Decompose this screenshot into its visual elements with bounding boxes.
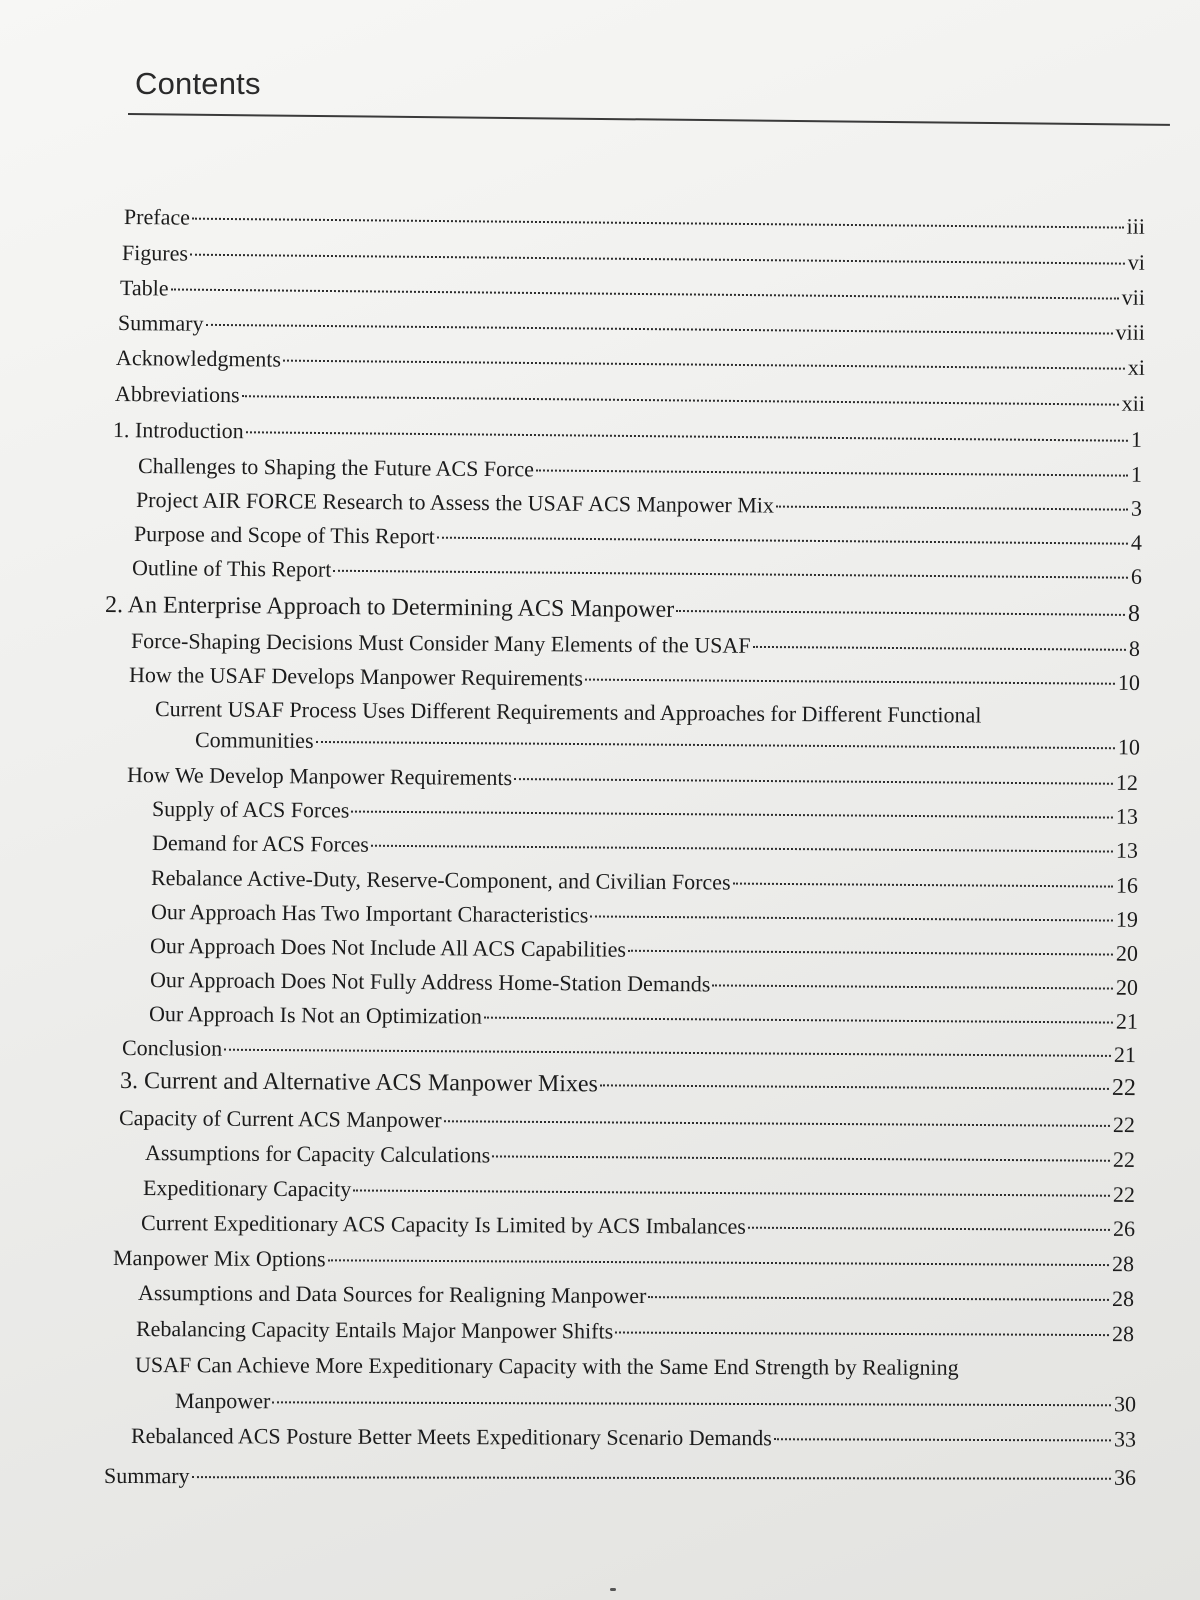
toc-entry-title: Summary [117, 310, 204, 336]
toc-entry-title: Our Approach Is Not an Optimization [148, 1001, 483, 1029]
toc-entry-page-number: 22 [1112, 1146, 1136, 1172]
toc-entry-page-number: 12 [1115, 769, 1139, 795]
toc-entry-manpower-mix-options [113, 1245, 1134, 1277]
toc-entry-usaf-can-achieve-more-expeditionary-capacity-wit [135, 1352, 959, 1381]
toc-entry-title-continuation: Manpower [174, 1388, 271, 1414]
toc-entry-title: Assumptions and Data Sources for Realigning Manpower [137, 1280, 647, 1309]
toc-entry-title: 1. Introduction [112, 417, 244, 444]
toc-entry-title: 2. An Enterprise Approach to Determining ACS Manpower [104, 592, 675, 623]
dot-leader [190, 254, 1125, 265]
toc-entry-title: Our Approach Has Two Important Characteristics [150, 899, 589, 928]
toc-entry-figures [122, 240, 1145, 276]
dot-leader [328, 1259, 1109, 1266]
toc-entry-title: Summary [103, 1463, 190, 1489]
dot-leader [444, 1120, 1110, 1127]
toc-entry-title: Demand for ACS Forces [151, 830, 370, 857]
dot-leader [748, 1227, 1110, 1231]
toc-entry-title: Current Expeditionary ACS Capacity Is Limited by ACS Imbalances [140, 1210, 746, 1239]
toc-entry-page-number: 22 [1111, 1074, 1137, 1102]
toc-entry-rebalance-active-duty-reserve-component-and-civi [151, 865, 1138, 899]
toc-entry-page-number: 21 [1113, 1041, 1137, 1068]
dot-leader [484, 1017, 1113, 1024]
dot-leader [514, 778, 1113, 785]
toc-entry-page-number: xi [1127, 354, 1146, 380]
dot-leader [628, 950, 1113, 956]
dot-leader [171, 288, 1119, 299]
toc-entry-acknowledgments [116, 345, 1145, 381]
toc-entry-page-number: 33 [1113, 1426, 1137, 1452]
toc-entry-outline-of-this-report [132, 555, 1142, 590]
toc-entry-title: Force-Shaping Decisions Must Consider Many Elements of the USAF [130, 628, 751, 658]
toc-entry-how-the-usaf-develops-manpower-requirements [129, 662, 1140, 696]
toc-entry-page-number: 16 [1115, 872, 1139, 898]
toc-entry-page-number: 22 [1112, 1111, 1136, 1138]
dot-leader [224, 1049, 1111, 1057]
toc-entry-page-number: 1 [1130, 461, 1143, 487]
toc-entry-conclusion [122, 1035, 1136, 1068]
toc-entry-our-approach-has-two-important-characteristics [151, 899, 1138, 933]
toc-entry-our-approach-does-not-include-all-acs-capabiliti [150, 933, 1138, 967]
toc-entry-title: Our Approach Does Not Fully Address Home-Station Demands [149, 967, 711, 997]
toc-entry-page-number: 20 [1115, 940, 1139, 966]
toc-entry-how-we-develop-manpower-requirements [127, 762, 1138, 796]
toc-entry-title: Supply of ACS Forces [151, 796, 350, 823]
dot-leader [192, 1476, 1111, 1480]
toc-entry-title: Manpower Mix Options [112, 1245, 326, 1272]
toc-entry-rebalanced-acs-posture-better-meets-expeditionar [131, 1423, 1136, 1453]
dot-leader [437, 537, 1128, 545]
toc-entry-2-an-enterprise-approach-to-determining-acs-manp [105, 592, 1140, 627]
toc-entry-summary [118, 310, 1145, 346]
dot-leader [753, 646, 1126, 651]
toc-entry-title: Preface [123, 204, 191, 230]
toc-entry-page-number: 3 [1130, 495, 1143, 521]
dot-leader [351, 811, 1113, 819]
toc-entry-page-number: vii [1121, 284, 1146, 310]
toc-entry-demand-for-acs-forces [152, 830, 1138, 864]
toc-entry-capacity-of-current-acs-manpower [119, 1105, 1135, 1138]
page-number-fragment [610, 1588, 616, 1591]
toc-entry-title: Figures [121, 240, 189, 266]
toc-entry-title: Rebalance Active-Duty, Reserve-Component, and Civilian Forces [150, 865, 731, 895]
dot-leader [283, 360, 1125, 370]
toc-entry-title: Current USAF Process Uses Different Requirements and Approaches for Different Functional [154, 696, 982, 728]
toc-entry-expeditionary-capacity [143, 1175, 1135, 1208]
dot-leader [648, 1296, 1109, 1301]
dot-leader [206, 324, 1113, 335]
toc-entry-page-number: 1 [1130, 426, 1143, 452]
toc-entry-summary [104, 1463, 1136, 1491]
page-title: Contents [135, 66, 261, 101]
dot-leader [585, 679, 1115, 685]
toc-entry-title: Capacity of Current ACS Manpower [118, 1105, 442, 1133]
toc-entry-page-number: viii [1115, 319, 1146, 345]
toc-entry-title: Purpose and Scope of This Report [133, 521, 435, 549]
toc-entry-title: Rebalanced ACS Posture Better Meets Expeditionary Scenario Demands [130, 1423, 772, 1451]
toc-entry-title: Acknowledgments [115, 345, 282, 372]
dot-leader [615, 1332, 1109, 1337]
toc-entry-page-number: 28 [1111, 1251, 1135, 1277]
toc-entry-title: Our Approach Does Not Include All ACS Capabilities [149, 933, 627, 962]
toc-entry-supply-of-acs-forces [152, 796, 1138, 830]
toc-entry-title: 3. Current and Alternative ACS Manpower Mixes [119, 1068, 599, 1098]
toc-entry-title: How the USAF Develops Manpower Requirements [128, 662, 584, 691]
toc-entry-page-number: 28 [1111, 1321, 1135, 1347]
toc-entry-title: Expeditionary Capacity [142, 1175, 352, 1202]
toc-entry-assumptions-for-capacity-calculations [145, 1140, 1135, 1173]
toc-entry-title: Outline of This Report [131, 555, 332, 582]
toc-entry-challenges-to-shaping-the-future-acs-force [138, 453, 1142, 488]
dot-leader [676, 610, 1125, 616]
dot-leader [492, 1155, 1110, 1161]
dot-leader [316, 741, 1115, 749]
toc-entry-continuation [195, 727, 1140, 760]
toc-entry-page-number: 13 [1115, 803, 1139, 829]
toc-entry-page-number: 28 [1111, 1285, 1135, 1312]
dot-leader [246, 431, 1128, 441]
toc-entry-our-approach-does-not-fully-address-home-station [150, 967, 1138, 1001]
toc-entry-page-number: 19 [1115, 906, 1139, 932]
toc-entry-page-number: 8 [1128, 635, 1141, 661]
toc-entry-abbreviations [115, 381, 1145, 417]
dot-leader [192, 218, 1124, 229]
dot-leader [333, 570, 1128, 579]
toc-entry-title: Challenges to Shaping the Future ACS Force [137, 453, 535, 482]
toc-entry-title: Abbreviations [114, 381, 240, 408]
toc-entry-title: Rebalancing Capacity Entails Major Manpower Shifts [135, 1316, 614, 1344]
toc-entry-continuation [175, 1388, 1136, 1417]
toc-entry-title: Conclusion [121, 1035, 223, 1061]
dot-leader [272, 1401, 1111, 1406]
dot-leader [733, 883, 1113, 888]
toc-entry-current-usaf-process-uses-different-requirements [155, 696, 982, 728]
dot-leader [776, 506, 1128, 511]
dot-leader [353, 1189, 1110, 1196]
dot-leader [590, 915, 1113, 921]
toc-entry-page-number: 30 [1113, 1391, 1137, 1417]
toc-entry-page-number: 10 [1117, 734, 1141, 760]
toc-entry-title: USAF Can Achieve More Expeditionary Capacity with the Same End Strength by Realigning [134, 1352, 959, 1380]
toc-entry-our-approach-is-not-an-optimization [149, 1001, 1138, 1035]
toc-entry-title: How We Develop Manpower Requirements [126, 762, 513, 791]
toc-entry-force-shaping-decisions-must-consider-many-eleme [131, 628, 1140, 662]
toc-entry-page-number: 22 [1112, 1181, 1136, 1207]
toc-entry-page-number: 36 [1113, 1464, 1137, 1490]
toc-entry-page-number: 21 [1115, 1008, 1139, 1034]
toc-entry-3-current-and-alternative-acs-manpower-mixes [120, 1068, 1136, 1101]
dot-leader [600, 1084, 1109, 1090]
toc-entry-page-number: xii [1121, 390, 1146, 416]
toc-entry-page-number: 13 [1115, 837, 1139, 863]
toc-entry-page-number: 8 [1127, 600, 1141, 628]
dot-leader [774, 1438, 1111, 1441]
toc-entry-title: Assumptions for Capacity Calculations [144, 1140, 491, 1168]
toc-entry-assumptions-and-data-sources-for-realigning-manp [138, 1280, 1134, 1312]
toc-entry-table [120, 275, 1145, 311]
toc-entry-page-number: 4 [1130, 529, 1143, 555]
toc-entry-purpose-and-scope-of-this-report [134, 521, 1142, 556]
toc-entry-page-number: vi [1127, 249, 1146, 275]
toc-entry-page-number: iii [1126, 213, 1146, 239]
dot-leader [536, 469, 1128, 476]
toc-entry-page-number: 26 [1112, 1215, 1136, 1242]
toc-entry-page-number: 20 [1115, 974, 1139, 1000]
toc-entry-1-introduction [113, 417, 1142, 453]
toc-entry-page-number: 6 [1130, 563, 1143, 589]
toc-entry-title: Table [119, 275, 169, 301]
toc-entry-rebalancing-capacity-entails-major-manpower-shif [136, 1316, 1134, 1347]
dot-leader [712, 984, 1113, 989]
toc-entry-preface [124, 204, 1145, 240]
toc-entry-title: Project AIR FORCE Research to Assess the USAF ACS Manpower Mix [135, 487, 775, 518]
toc-entry-title-continuation: Communities [194, 727, 314, 753]
toc-entry-page-number: 10 [1117, 669, 1141, 695]
toc-entry-current-expeditionary-acs-capacity-is-limited-by [141, 1210, 1135, 1242]
dot-leader [371, 845, 1113, 853]
dot-leader [242, 395, 1119, 405]
toc-entry-project-air-force-research-to-assess-the-usaf-ac [136, 487, 1142, 522]
